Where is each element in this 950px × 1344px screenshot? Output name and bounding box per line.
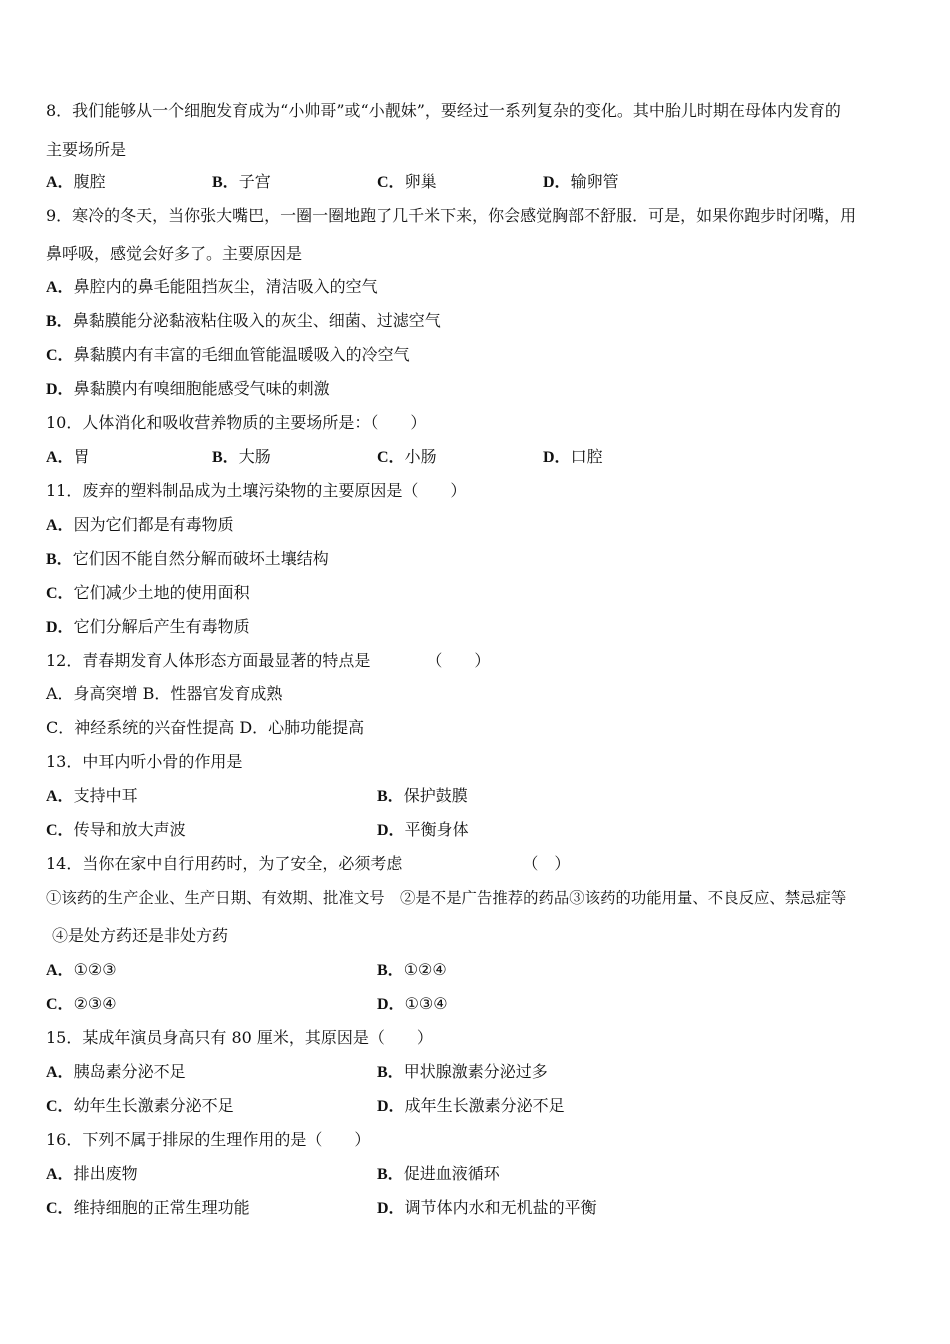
question-11-option-b (46, 549, 329, 570)
question-12-stem: 12．青春期发育人体形态方面最显著的特点是 （ ） (46, 651, 491, 670)
option-text: ①②④ (403, 960, 447, 979)
question-14-stem: 14．当你在家中自行用药时，为了安全，必须考虑 （ ） (46, 854, 571, 873)
option-text: 胃 (73, 447, 90, 466)
option-letter: D． (46, 381, 74, 398)
option-text: ①③④ (404, 994, 448, 1013)
question-15-option-d (377, 1096, 565, 1117)
option-text: 大肠 (238, 447, 271, 466)
question-13-option-c (46, 820, 186, 841)
question-11-option-c (46, 583, 250, 604)
question-10-option-c (377, 447, 437, 468)
option-text: 促进血液循环 (403, 1164, 500, 1183)
option-letter: B． (377, 788, 404, 805)
question-15-option-b (377, 1062, 548, 1083)
option-letter: A． (46, 1166, 74, 1183)
option-text: 保护鼓膜 (403, 786, 468, 805)
option-letter: C． (46, 1200, 74, 1217)
option-text: 鼻黏膜内有嗅细胞能感受气味的刺激 (73, 379, 330, 398)
question-12-options-line1: A．身高突增 B．性器官发育成熟 (46, 684, 283, 703)
option-text: 维持细胞的正常生理功能 (73, 1198, 250, 1217)
option-text: 排出废物 (73, 1164, 138, 1183)
option-letter: A． (46, 1064, 74, 1081)
question-13-option-b (377, 786, 468, 807)
question-11-option-a (46, 515, 234, 536)
option-letter: B． (46, 551, 73, 568)
option-text: 小肠 (404, 447, 437, 466)
option-text: 成年生长激素分泌不足 (404, 1096, 565, 1115)
question-10-option-b (212, 447, 271, 468)
option-letter: C． (46, 347, 74, 364)
option-letter: D． (377, 822, 405, 839)
option-text: 它们因不能自然分解而破坏土壤结构 (72, 549, 329, 568)
question-15-stem: 15．某成年演员身高只有 80 厘米，其原因是（ ） (46, 1028, 433, 1047)
option-letter: C． (46, 1098, 74, 1115)
question-8-option-d (543, 172, 619, 193)
option-text: 它们减少土地的使用面积 (73, 583, 250, 602)
question-16-option-c (46, 1198, 250, 1219)
question-14-item-4: ④是处方药还是非处方药 (52, 926, 229, 945)
option-text: 平衡身体 (404, 820, 469, 839)
question-8-option-a (46, 172, 106, 193)
option-letter: D． (543, 449, 571, 466)
option-text: 调节体内水和无机盐的平衡 (404, 1198, 597, 1217)
question-9-option-d (46, 379, 330, 400)
question-15-option-c (46, 1096, 234, 1117)
option-letter: A． (46, 279, 74, 296)
question-14-option-c (46, 994, 117, 1015)
question-10-option-a (46, 447, 90, 468)
question-12-options-line2: C．神经系统的兴奋性提高 D．心肺功能提高 (46, 718, 365, 737)
option-letter: C． (46, 585, 74, 602)
option-letter: A． (46, 962, 74, 979)
option-letter: D． (377, 1098, 405, 1115)
question-14-option-d (377, 994, 448, 1015)
question-16-stem: 16．下列不属于排尿的生理作用的是（ ） (46, 1130, 371, 1149)
question-9-option-a (46, 277, 378, 298)
option-letter: B． (212, 174, 239, 191)
question-9-stem: 9．寒冷的冬天，当你张大嘴巴，一圈一圈地跑了几千米下来，你会感觉胸部不舒服．可是，如果你跑步时闭嘴，用 (46, 206, 857, 225)
question-8-option-b (212, 172, 271, 193)
question-9-option-c (46, 345, 410, 366)
question-13-stem: 13．中耳内听小骨的作用是 (46, 752, 243, 771)
option-letter: D． (46, 619, 74, 636)
option-text: 因为它们都是有毒物质 (73, 515, 234, 534)
question-8-stem-cont: 主要场所是 (46, 140, 127, 159)
option-text: 腹腔 (73, 172, 106, 191)
option-letter: B． (46, 313, 73, 330)
question-13-option-d (377, 820, 469, 841)
option-text: 甲状腺激素分泌过多 (403, 1062, 548, 1081)
question-9-option-b (46, 311, 441, 332)
option-letter: A． (46, 174, 74, 191)
option-text: 传导和放大声波 (73, 820, 186, 839)
option-letter: C． (46, 822, 74, 839)
question-13-option-a (46, 786, 138, 807)
option-text: 鼻黏膜内有丰富的毛细血管能温暖吸入的冷空气 (73, 345, 410, 364)
option-letter: A． (46, 788, 74, 805)
question-14-items: ①该药的生产企业、生产日期、有效期、批准文号 ②是不是广告推荐的药品③该药的功能用量、不良反应、禁忌症等 (46, 889, 847, 907)
option-letter: B． (212, 449, 239, 466)
question-14-option-a (46, 960, 117, 981)
option-letter: B． (377, 1064, 404, 1081)
option-text: 输卵管 (570, 172, 619, 191)
option-letter: B． (377, 1166, 404, 1183)
question-11-option-d (46, 617, 250, 638)
option-letter: C． (46, 996, 74, 1013)
option-letter: B． (377, 962, 404, 979)
option-text: 口腔 (570, 447, 603, 466)
option-text: 鼻黏膜能分泌黏液粘住吸入的灰尘、细菌、过滤空气 (72, 311, 441, 330)
option-text: 胰岛素分泌不足 (73, 1062, 186, 1081)
question-16-option-a (46, 1164, 138, 1185)
option-text: 它们分解后产生有毒物质 (73, 617, 250, 636)
option-letter: D． (377, 996, 405, 1013)
question-8-option-c (377, 172, 437, 193)
option-letter: C． (377, 174, 405, 191)
option-letter: C． (377, 449, 405, 466)
question-15-option-a (46, 1062, 186, 1083)
question-10-stem: 10．人体消化和吸收营养物质的主要场所是：（ ） (46, 413, 427, 432)
option-letter: A． (46, 449, 74, 466)
question-11-stem: 11．废弃的塑料制品成为土壤污染物的主要原因是（ ） (46, 481, 467, 500)
question-16-option-b (377, 1164, 500, 1185)
question-8-stem: 8．我们能够从一个细胞发育成为“小帅哥”或“小靓妹”，要经过一系列复杂的变化。其中胎儿时期在母体内发育的 (46, 101, 841, 120)
option-text: 支持中耳 (73, 786, 138, 805)
question-9-stem-cont: 鼻呼吸，感觉会好多了。主要原因是 (46, 244, 303, 263)
question-14-option-b (377, 960, 447, 981)
option-text: ①②③ (73, 960, 117, 979)
option-text: ②③④ (73, 994, 117, 1013)
option-letter: D． (543, 174, 571, 191)
question-16-option-d (377, 1198, 597, 1219)
option-letter: A． (46, 517, 74, 534)
option-text: 卵巢 (404, 172, 437, 191)
question-10-option-d (543, 447, 603, 468)
option-text: 幼年生长激素分泌不足 (73, 1096, 234, 1115)
option-letter: D． (377, 1200, 405, 1217)
option-text: 鼻腔内的鼻毛能阻挡灰尘，清洁吸入的空气 (73, 277, 378, 296)
option-text: 子宫 (238, 172, 271, 191)
